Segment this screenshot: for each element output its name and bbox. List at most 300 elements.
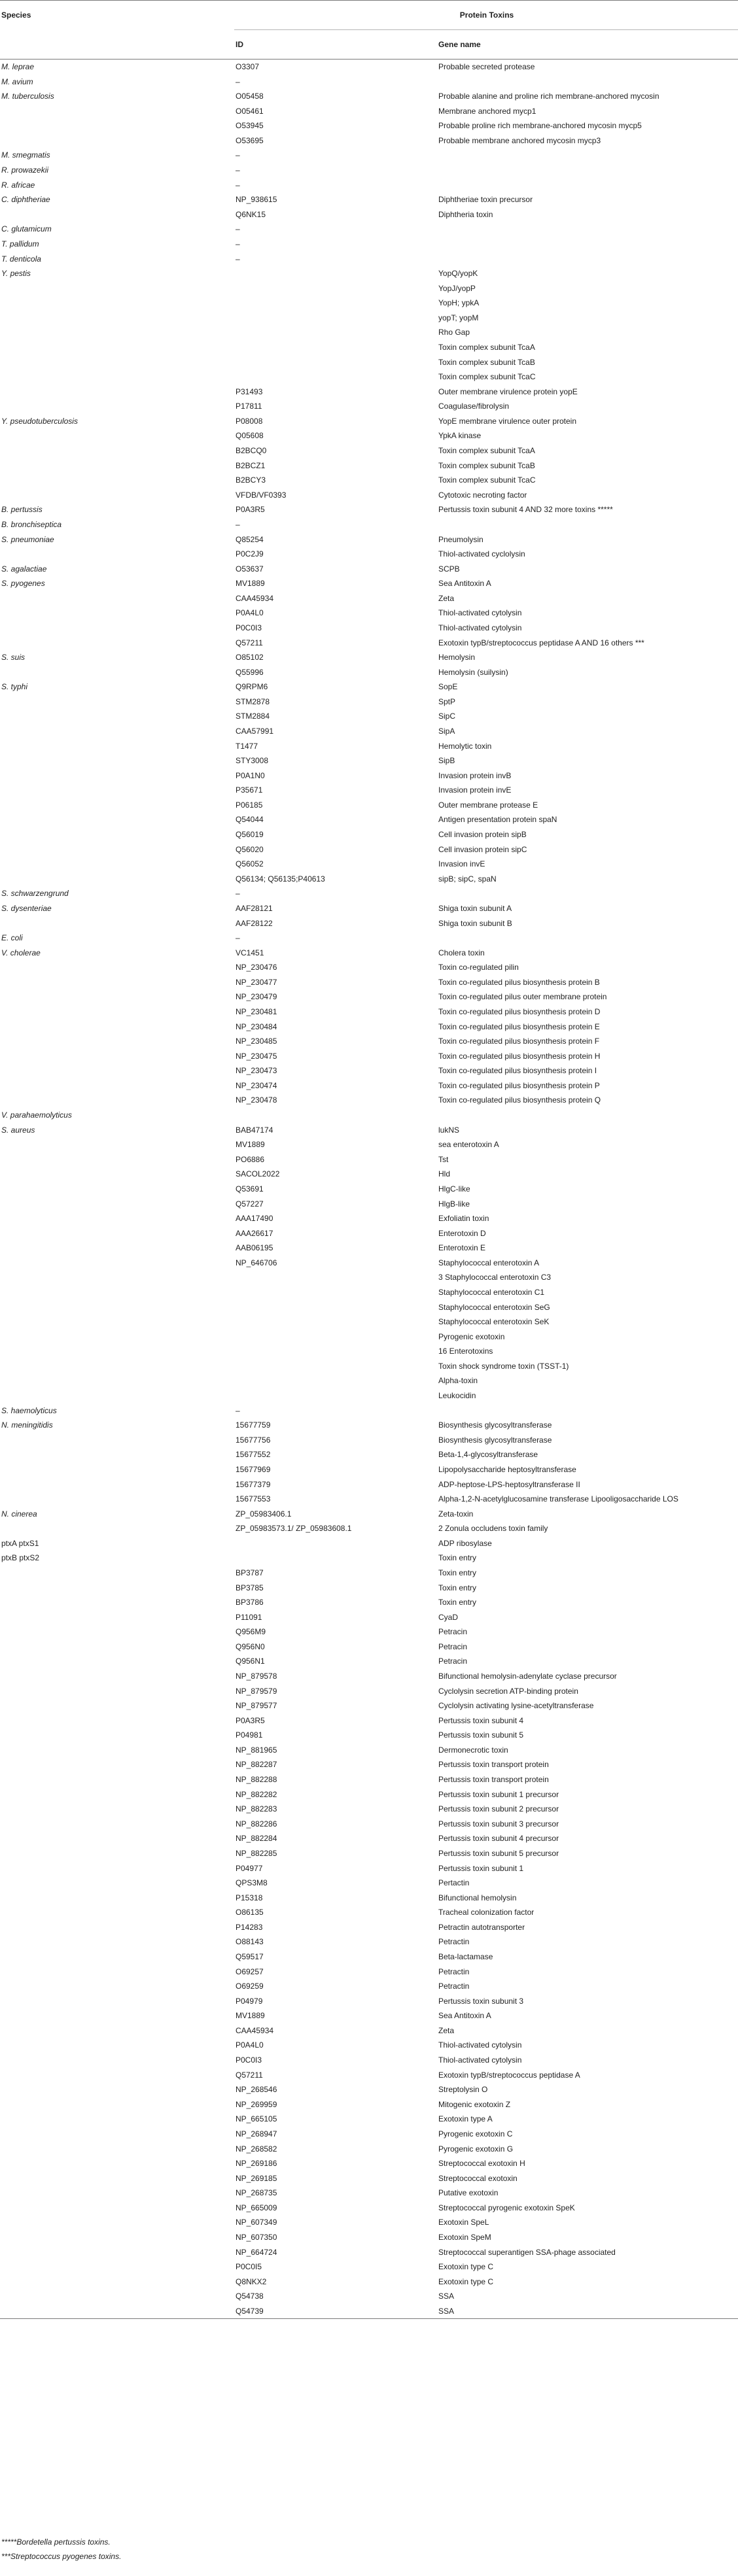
- table-row: [0, 1949, 738, 1965]
- id-cell: ZP_05983406.1: [236, 1509, 292, 1519]
- id-cell: –: [236, 239, 240, 249]
- gene-name-cell: Toxin complex subunit TcaC: [438, 475, 536, 485]
- table-row: [0, 1330, 738, 1345]
- table-row: [0, 2127, 738, 2142]
- id-cell: B2BCQ0: [236, 446, 267, 456]
- species-cell: [0, 1270, 234, 1285]
- species-cell: [0, 857, 234, 872]
- gene-name-cell: YopE membrane virulence outer protein: [438, 416, 577, 426]
- species-cell: [0, 311, 234, 326]
- id-cell: NP_230479: [236, 992, 277, 1002]
- species-cell: [0, 340, 234, 355]
- species-cell: [0, 2112, 234, 2127]
- id-cell: NP_646706: [236, 1258, 277, 1267]
- id-cell: 15677759: [236, 1420, 271, 1430]
- table-body: [0, 60, 738, 2319]
- species-cell: [0, 768, 234, 783]
- gene-name-cell: Beta-lactamase: [438, 1952, 493, 1961]
- species-cell: [0, 1934, 234, 1949]
- id-cell: Q56019: [236, 830, 264, 840]
- table-row: [0, 1698, 738, 1713]
- species-cell: [0, 1078, 234, 1093]
- gene-name-cell: Thiol-activated cytolysin: [438, 623, 522, 632]
- id-cell: AAA17490: [236, 1214, 273, 1224]
- table-row: [0, 562, 738, 577]
- table-row: [0, 2142, 738, 2157]
- table-row: [0, 1876, 738, 1891]
- species-cell: [0, 2275, 234, 2290]
- gene-name-cell: Zeta: [438, 2025, 455, 2035]
- id-cell: –: [236, 254, 240, 264]
- species-cell: V. parahaemolyticus: [1, 1110, 72, 1120]
- table-row: [0, 1344, 738, 1359]
- id-cell: B2BCZ1: [236, 460, 266, 470]
- id-cell: NP_882284: [236, 1834, 277, 1844]
- gene-name-cell: Toxin co-regulated pilus biosynthesis protein D: [438, 1007, 601, 1016]
- id-cell: [234, 1373, 437, 1388]
- id-cell: NP_881965: [236, 1745, 277, 1755]
- gene-name-cell: Toxin entry: [438, 1583, 477, 1592]
- table-row: [0, 118, 738, 133]
- table-row: [0, 812, 738, 827]
- id-cell: [234, 1300, 437, 1315]
- id-cell: P0C0I3: [236, 623, 262, 632]
- species-cell: [0, 709, 234, 724]
- species-cell: [0, 2053, 234, 2068]
- gene-name-cell: Toxin co-regulated pilus outer membrane protein: [438, 992, 607, 1002]
- species-cell: [0, 960, 234, 975]
- id-cell: NP_268582: [236, 2144, 277, 2154]
- gene-name-cell: [437, 178, 738, 193]
- id-cell: P0C0I3: [236, 2055, 262, 2065]
- gene-name-cell: HlgC-like: [438, 1184, 470, 1194]
- id-cell: [234, 1344, 437, 1359]
- id-cell: NP_230478: [236, 1095, 277, 1105]
- species-cell: [0, 1757, 234, 1772]
- gene-name-cell: Membrane anchored mycp1: [438, 106, 536, 116]
- gene-name-cell: Exotoxin typB/streptococcus peptidase A: [438, 2070, 580, 2080]
- gene-name-cell: Pertussis toxin transport protein: [438, 1775, 549, 1785]
- id-cell: NP_607349: [236, 2218, 277, 2227]
- species-cell: S. agalactiae: [1, 564, 47, 574]
- id-cell: NP_230484: [236, 1022, 277, 1031]
- species-cell: [0, 1965, 234, 1980]
- table-row: [0, 665, 738, 680]
- table-row: [0, 237, 738, 252]
- table-row: [0, 2186, 738, 2201]
- species-cell: [0, 1211, 234, 1226]
- species-cell: [0, 1891, 234, 1906]
- species-cell: C. diphtheriae: [1, 195, 50, 205]
- id-cell: NP_882283: [236, 1804, 277, 1814]
- table-row: [0, 2245, 738, 2260]
- id-cell: Q56052: [236, 859, 264, 869]
- table-row: [0, 1891, 738, 1906]
- gene-name-cell: Enterotoxin E: [438, 1243, 486, 1253]
- species-header: Species: [0, 1, 234, 30]
- species-cell: V. cholerae: [1, 948, 41, 957]
- species-cell: Y. pestis: [1, 269, 31, 279]
- gene-name-cell: 16 Enterotoxins: [438, 1347, 493, 1356]
- gene-name-cell: HlgB-like: [438, 1199, 470, 1209]
- id-cell: P31493: [236, 386, 263, 396]
- gene-name-cell: YopJ/yopP: [438, 283, 476, 293]
- gene-name-cell: Thiol-activated cytolysin: [438, 2055, 522, 2065]
- gene-name-cell: Thiol-activated cytolysin: [438, 608, 522, 618]
- gene-name-cell: Mitogenic exotoxin Z: [438, 2099, 511, 2109]
- species-cell: T. pallidum: [1, 239, 39, 249]
- table-row: [0, 1994, 738, 2009]
- gene-name-cell: Alpha-1,2-N-acetylglucosamine transferase Lipooligosaccharide LOS: [438, 1494, 678, 1504]
- species-cell: [0, 2068, 234, 2083]
- gene-name-cell: [437, 252, 738, 267]
- gene-name-cell: Petractin autotransporter: [438, 1922, 525, 1932]
- table-row: [0, 443, 738, 458]
- id-cell: NP_269959: [236, 2099, 277, 2109]
- table-row: [0, 311, 738, 326]
- id-cell: P04977: [236, 1863, 263, 1873]
- gene-name-cell: Toxin complex subunit TcaA: [438, 446, 535, 456]
- table-row: [0, 1772, 738, 1787]
- gene-name-cell: Toxin entry: [438, 1598, 477, 1607]
- species-cell: [0, 695, 234, 710]
- gene-name-cell: Toxin complex subunit TcaA: [438, 342, 535, 352]
- table-row: [0, 798, 738, 813]
- table-row: [0, 1078, 738, 1093]
- table-row: [0, 1123, 738, 1138]
- id-cell: [234, 1388, 437, 1403]
- table-row: [0, 399, 738, 414]
- table-row: [0, 709, 738, 724]
- species-cell: [0, 753, 234, 768]
- id-cell: P14283: [236, 1922, 263, 1932]
- id-cell: CAA45934: [236, 2025, 274, 2035]
- gene-name-cell: Toxin co-regulated pilus biosynthesis protein E: [438, 1022, 600, 1031]
- species-cell: S. typhi: [1, 682, 28, 692]
- gene-name-cell: Exfoliatin toxin: [438, 1214, 489, 1224]
- table-row: [0, 2304, 738, 2319]
- gene-name-cell: Toxin co-regulated pilus biosynthesis protein P: [438, 1080, 600, 1090]
- table-row: [0, 2008, 738, 2023]
- id-cell: NP_879578: [236, 1672, 277, 1681]
- table-row: [0, 827, 738, 842]
- id-cell: 15677379: [236, 1479, 271, 1489]
- gene-name-cell: Toxin co-regulated pilus biosynthesis protein B: [438, 977, 600, 987]
- table-row: [0, 1403, 738, 1418]
- gene-name-cell: Pertussis toxin subunit 5: [438, 1730, 524, 1740]
- id-cell: Q6NK15: [236, 209, 266, 219]
- id-cell: NP_230476: [236, 963, 277, 972]
- table-row: [0, 576, 738, 591]
- gene-name-cell: Exotoxin type C: [438, 2262, 494, 2272]
- species-cell: [0, 1462, 234, 1477]
- table-row: [0, 2053, 738, 2068]
- gene-name-cell: Cyclolysin activating lysine-acetyltransferase: [438, 1701, 594, 1711]
- gene-name-cell: [437, 222, 738, 237]
- table-row: [0, 428, 738, 443]
- gene-name-cell: Cell invasion protein sipB: [438, 830, 527, 840]
- gene-name-cell: Petracin: [438, 1641, 468, 1651]
- id-cell: Q57211: [236, 2070, 263, 2080]
- gene-name-cell: Toxin entry: [438, 1553, 477, 1563]
- gene-name-cell: Hemolytic toxin: [438, 741, 492, 751]
- species-cell: [0, 1137, 234, 1152]
- species-cell: [0, 1152, 234, 1167]
- species-cell: [0, 1846, 234, 1861]
- table-row: [0, 2068, 738, 2083]
- id-cell: BP3786: [236, 1598, 264, 1607]
- gene-name-cell: Outer membrane protease E: [438, 800, 538, 810]
- id-cell: [234, 296, 437, 311]
- species-cell: [0, 1093, 234, 1108]
- id-cell: NP_268947: [236, 2129, 277, 2138]
- id-cell: –: [236, 933, 240, 943]
- id-cell: MV1889: [236, 2011, 265, 2021]
- species-cell: [0, 1817, 234, 1832]
- gene-name-cell: Pertussis toxin subunit 3 precursor: [438, 1819, 559, 1829]
- species-cell: [0, 812, 234, 827]
- table-row: [0, 60, 738, 75]
- table-row: [0, 2215, 738, 2230]
- table-row: [0, 724, 738, 739]
- id-cell: [234, 1285, 437, 1300]
- gene-name-cell: Probable alanine and proline rich membrane-anchored mycosin: [438, 92, 659, 101]
- species-cell: [0, 621, 234, 636]
- id-cell: P17811: [236, 402, 262, 411]
- species-cell: [0, 916, 234, 931]
- id-cell: MV1889: [236, 1140, 265, 1150]
- id-cell: AAF28122: [236, 918, 273, 928]
- table-row: [0, 1388, 738, 1403]
- table-row: [0, 1595, 738, 1610]
- table-row: [0, 1640, 738, 1655]
- table-row: [0, 1713, 738, 1728]
- gene-name-cell: CyaD: [438, 1612, 459, 1622]
- gene-name-cell: yopT; yopM: [438, 313, 479, 322]
- id-cell: VC1451: [236, 948, 264, 957]
- id-cell: NP_882282: [236, 1789, 277, 1799]
- id-cell: STY3008: [236, 756, 269, 766]
- species-cell: [0, 207, 234, 222]
- id-cell: O69259: [236, 1982, 264, 1991]
- table-row: [0, 1241, 738, 1256]
- species-cell: S. pyogenes: [1, 579, 45, 589]
- id-cell: [234, 1270, 437, 1285]
- id-cell: NP_230477: [236, 977, 277, 987]
- table-row: [0, 458, 738, 473]
- gene-name-cell: [437, 517, 738, 532]
- table-row: [0, 1152, 738, 1167]
- id-cell: NP_607350: [236, 2232, 277, 2242]
- id-cell: P04979: [236, 1996, 263, 2006]
- table-row: [0, 104, 738, 119]
- footnote-streptococcus: ***Streptococcus pyogenes toxins.: [1, 2552, 122, 2561]
- gene-name-cell: Enterotoxin D: [438, 1228, 486, 1238]
- species-cell: [0, 842, 234, 857]
- species-cell: R. prowazekii: [1, 165, 49, 175]
- species-cell: [0, 1477, 234, 1492]
- id-cell: NP_230474: [236, 1080, 277, 1090]
- gene-name-cell: Tracheal colonization factor: [438, 1908, 535, 1917]
- id-cell: Q85254: [236, 534, 264, 544]
- id-cell: [234, 266, 437, 281]
- species-cell: [0, 2245, 234, 2260]
- gene-name-cell: Exotoxin SpeM: [438, 2232, 491, 2242]
- gene-name-cell: Exotoxin SpeL: [438, 2218, 489, 2227]
- id-cell: Q54738: [236, 2292, 264, 2301]
- gene-name-cell: Pertussis toxin transport protein: [438, 1760, 549, 1770]
- species-cell: [0, 665, 234, 680]
- table-row: [0, 1654, 738, 1669]
- id-cell: NP_882288: [236, 1775, 277, 1785]
- id-cell: P08008: [236, 416, 263, 426]
- id-cell: –: [236, 1405, 240, 1415]
- table-row: [0, 1005, 738, 1020]
- id-cell: AAF28121: [236, 903, 273, 913]
- id-cell: Q956N1: [236, 1657, 265, 1666]
- species-cell: [0, 1713, 234, 1728]
- table-row: [0, 414, 738, 429]
- table-row: [0, 1536, 738, 1551]
- species-cell: [0, 1595, 234, 1610]
- species-cell: [0, 1698, 234, 1713]
- gene-name-cell: Pertussis toxin subunit 5 precursor: [438, 1848, 559, 1858]
- id-cell: [234, 311, 437, 326]
- table-row: [0, 355, 738, 370]
- species-cell: [0, 355, 234, 370]
- id-cell: P15318: [236, 1893, 263, 1902]
- gene-name-cell: Bifunctional hemolysin: [438, 1893, 517, 1902]
- species-cell: [0, 1005, 234, 1020]
- id-cell: [234, 1108, 437, 1123]
- species-cell: [0, 2038, 234, 2053]
- id-cell: Q57227: [236, 1199, 264, 1209]
- table-row: [0, 1433, 738, 1448]
- table-row: [0, 931, 738, 946]
- species-cell: [0, 1624, 234, 1640]
- species-cell: [0, 739, 234, 754]
- gene-name-cell: Pertussis toxin subunit 4: [438, 1715, 524, 1725]
- species-cell: [0, 1182, 234, 1197]
- species-cell: [0, 488, 234, 503]
- id-cell: MV1889: [236, 579, 265, 589]
- gene-name-cell: SipA: [438, 727, 455, 736]
- table-row: [0, 901, 738, 916]
- table-row: [0, 517, 738, 532]
- gene-name-cell: Pertussis toxin subunit 3: [438, 1996, 524, 2006]
- species-cell: [0, 1020, 234, 1035]
- table-row: [0, 2097, 738, 2112]
- gene-name-cell: Petractin: [438, 1937, 470, 1947]
- id-cell: [234, 325, 437, 340]
- gene-name-cell: Streptococcal exotoxin H: [438, 2159, 525, 2169]
- gene-name-cell: Pertactin: [438, 1878, 470, 1888]
- species-cell: S. dysenteriae: [1, 903, 52, 913]
- gene-name-cell: Toxin co-regulated pilus biosynthesis protein H: [438, 1051, 601, 1061]
- species-subheader-blank: [0, 30, 234, 60]
- table-row: [0, 547, 738, 562]
- species-cell: [0, 606, 234, 621]
- gene-name-cell: Coagulase/fibrolysin: [438, 402, 510, 411]
- species-cell: S. pneumoniae: [1, 534, 54, 544]
- table-row: [0, 1226, 738, 1241]
- species-cell: B. bronchiseptica: [1, 519, 62, 529]
- table-row: [0, 2023, 738, 2038]
- id-cell: T1477: [236, 741, 258, 751]
- gene-name-cell: [437, 1403, 738, 1418]
- table-row: [0, 1477, 738, 1492]
- species-cell: [0, 1049, 234, 1064]
- species-cell: [0, 1256, 234, 1271]
- species-cell: [0, 1359, 234, 1374]
- gene-name-cell: SSA: [437, 2304, 738, 2319]
- id-cell: Q57211: [236, 638, 263, 647]
- gene-name-cell: Hemolysin: [438, 653, 476, 662]
- footnote-bordetella: *****Bordetella pertussis toxins.: [1, 2537, 111, 2547]
- species-cell: [0, 872, 234, 887]
- id-cell: NP_882285: [236, 1848, 277, 1858]
- species-cell: [0, 399, 234, 414]
- table-row: [0, 1492, 738, 1507]
- id-cell: NP_269185: [236, 2173, 277, 2183]
- table-row: [0, 1846, 738, 1861]
- gene-name-cell: Exotoxin type C: [438, 2276, 494, 2286]
- table-row: [0, 192, 738, 207]
- species-cell: [0, 473, 234, 488]
- species-cell: [0, 2171, 234, 2186]
- id-cell: [234, 1330, 437, 1345]
- footnotes: [1, 2535, 121, 2564]
- species-cell: [0, 2127, 234, 2142]
- gene-name-cell: [437, 163, 738, 178]
- table-row: [0, 163, 738, 178]
- table-row: [0, 1566, 738, 1581]
- gene-name-cell: SipB: [438, 756, 455, 766]
- gene-name-header: Gene name: [437, 30, 738, 60]
- gene-name-cell: Sea Antitoxin A: [438, 579, 491, 589]
- species-cell: [0, 2230, 234, 2245]
- table-row: [0, 1373, 738, 1388]
- species-cell: [0, 2289, 234, 2304]
- gene-name-cell: Outer membrane virulence protein yopE: [438, 386, 578, 396]
- id-cell: –: [236, 150, 240, 160]
- id-cell: NP_269186: [236, 2159, 277, 2169]
- species-cell: [0, 1433, 234, 1448]
- gene-name-cell: Cholera toxin: [438, 948, 485, 957]
- id-cell: NP_665105: [236, 2114, 277, 2124]
- table-row: [0, 621, 738, 636]
- species-cell: [0, 458, 234, 473]
- gene-name-cell: Leukocidin: [438, 1391, 476, 1401]
- id-cell: NP_882287: [236, 1760, 277, 1770]
- species-cell: Y. pseudotuberculosis: [1, 416, 78, 426]
- id-cell: Q9RPM6: [236, 682, 268, 692]
- gene-name-cell: Biosynthesis glycosyltransferase: [438, 1435, 552, 1445]
- species-cell: [0, 428, 234, 443]
- id-cell: O53637: [236, 564, 264, 574]
- table-row: [0, 89, 738, 104]
- table-row: [0, 252, 738, 267]
- species-cell: [0, 1034, 234, 1049]
- species-cell: [0, 1285, 234, 1300]
- species-cell: [0, 369, 234, 385]
- table-row: [0, 222, 738, 237]
- species-cell: [0, 104, 234, 119]
- species-cell: R. africae: [1, 180, 35, 190]
- table-row: [0, 1831, 738, 1846]
- species-cell: [0, 1728, 234, 1743]
- species-cell: M. leprae: [1, 62, 35, 71]
